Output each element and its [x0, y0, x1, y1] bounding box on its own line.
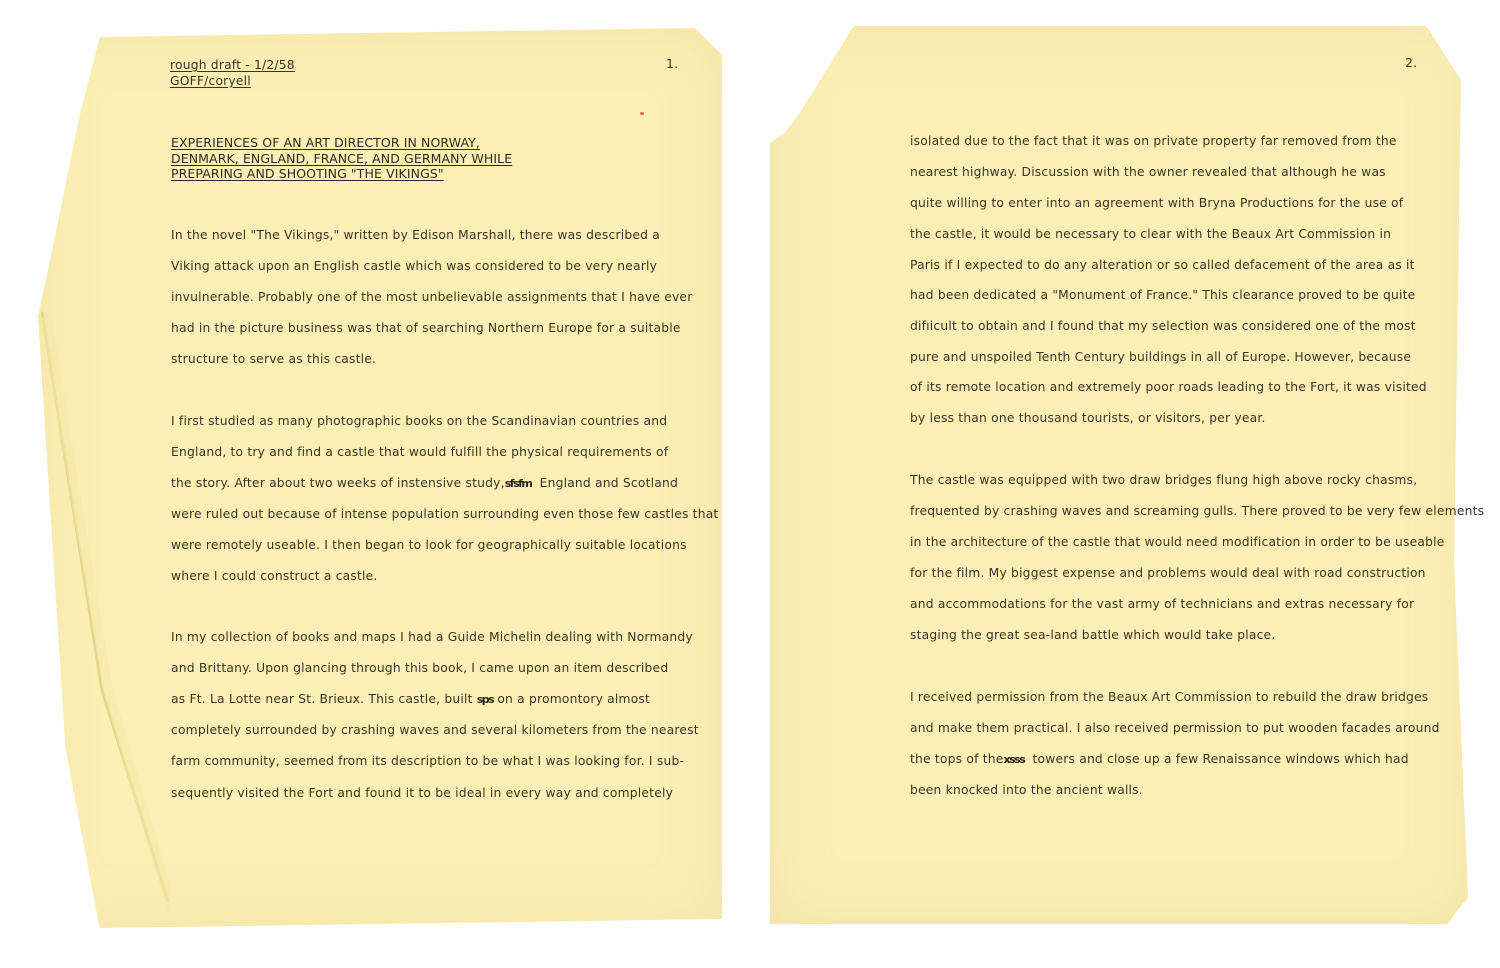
body-line: had been dedicated a "Monument of France." This clearance proved to be quite — [910, 288, 1416, 302]
body-line-part: towers and close up a few Renaissance windows which had — [1032, 752, 1409, 766]
body-line: The castle was equipped with two draw bridges flung high above rocky chasms, — [910, 473, 1418, 487]
body-line: Paris if I expected to do any alteration or so called defacement of the area as it — [910, 258, 1415, 272]
body-line: sequently visited the Fort and found it to be ideal in every way and completely — [171, 786, 674, 800]
body-line — [171, 476, 678, 490]
draft-date-line: rough draft - 1/2/58 — [170, 58, 295, 72]
body-line: I received permission from the Beaux Art Commission to rebuild the draw bridges — [910, 690, 1429, 704]
title-line: EXPERIENCES OF AN ART DIRECTOR IN NORWAY, — [171, 135, 480, 150]
body-line: in the architecture of the castle that would need modification in order to be useable — [910, 535, 1445, 549]
body-line: England, to try and find a castle that would fulfill the physical requirements of — [171, 445, 669, 459]
body-line: pure and unspoiled Tenth Century buildings in all of Europe. However, because — [910, 350, 1412, 364]
body-line: frequented by crashing waves and screaming gulls. There proved to be very few elements — [910, 504, 1485, 518]
body-line: and make them practical. I also received permission to put wooden facades around — [910, 721, 1440, 735]
body-line-part: the story. After about two weeks of instensive study, — [171, 476, 505, 490]
body-line: had in the picture business was that of searching Northern Europe for a suitable — [171, 321, 681, 335]
body-line: by less than one thousand tourists, or visitors, per year. — [910, 411, 1266, 425]
body-line: farm community, seemed from its description to be what I was looking for. I sub- — [171, 754, 685, 768]
body-line: quite willing to enter into an agreement with Bryna Productions for the use of — [910, 196, 1404, 210]
title-line: PREPARING AND SHOOTING "THE VIKINGS" — [171, 166, 444, 181]
body-line: invulnerable. Probably one of the most unbelievable assignments that I have ever — [171, 290, 693, 304]
body-line: where I could construct a castle. — [171, 569, 378, 583]
body-line: completely surrounded by crashing waves and several kilometers from the nearest — [171, 723, 699, 737]
struck-out-text: xsss — [1003, 753, 1025, 766]
body-line-part: the tops of the — [910, 752, 1004, 766]
body-line: isolated due to the fact that it was on private property far removed from the — [910, 134, 1397, 148]
title-line: DENMARK, ENGLAND, FRANCE, AND GERMANY WHILE — [171, 151, 513, 166]
body-line: the castle, it would be necessary to clear with the Beaux Art Commission in — [910, 227, 1392, 241]
body-line: for the film. My biggest expense and problems would deal with road construction — [910, 566, 1426, 580]
body-line: In my collection of books and maps I had a Guide Michelin dealing with Normandy — [171, 630, 693, 644]
author-line: GOFF/coryell — [170, 74, 251, 88]
body-line: were remotely useable. I then began to look for geographically suitable locations — [171, 538, 687, 552]
page-number: 2. — [1405, 55, 1418, 70]
ink-mark — [640, 112, 644, 115]
body-line-part: England and Scotland — [539, 476, 678, 490]
body-line: I first studied as many photographic books on the Scandinavian countries and — [171, 414, 668, 428]
body-line: of its remote location and extremely poor roads leading to the Fort, it was visited — [910, 380, 1427, 394]
body-line: difıicult to obtain and I found that my selection was considered one of the most — [910, 319, 1416, 333]
body-line-part: on a promontory almost — [497, 692, 651, 706]
body-line: staging the great sea-land battle which would take place. — [910, 628, 1276, 642]
body-line: nearest highway. Discussion with the owner revealed that although he was — [910, 165, 1386, 179]
body-line: In the novel "The Vikings," written by Edison Marshall, there was described a — [171, 228, 660, 242]
page-number: 1. — [666, 56, 679, 71]
body-line: were ruled out because of intense population surrounding even those few castles that — [171, 507, 719, 521]
struck-out-text: sfsfm — [504, 477, 532, 490]
body-line: Viking attack upon an English castle which was considered to be very nearly — [171, 259, 658, 273]
body-line: structure to serve as this castle. — [171, 352, 377, 366]
struck-out-text: sps — [476, 693, 494, 706]
body-line: and accommodations for the vast army of technicians and extras necessary for — [910, 597, 1415, 611]
body-line: been knocked into the ancient walls. — [910, 783, 1143, 797]
body-line-part: as Ft. La Lotte near St. Brieux. This castle, built — [171, 692, 473, 706]
body-line — [910, 752, 1409, 766]
body-line: and Brittany. Upon glancing through this book, I came upon an item described — [171, 661, 669, 675]
body-line — [171, 692, 650, 706]
